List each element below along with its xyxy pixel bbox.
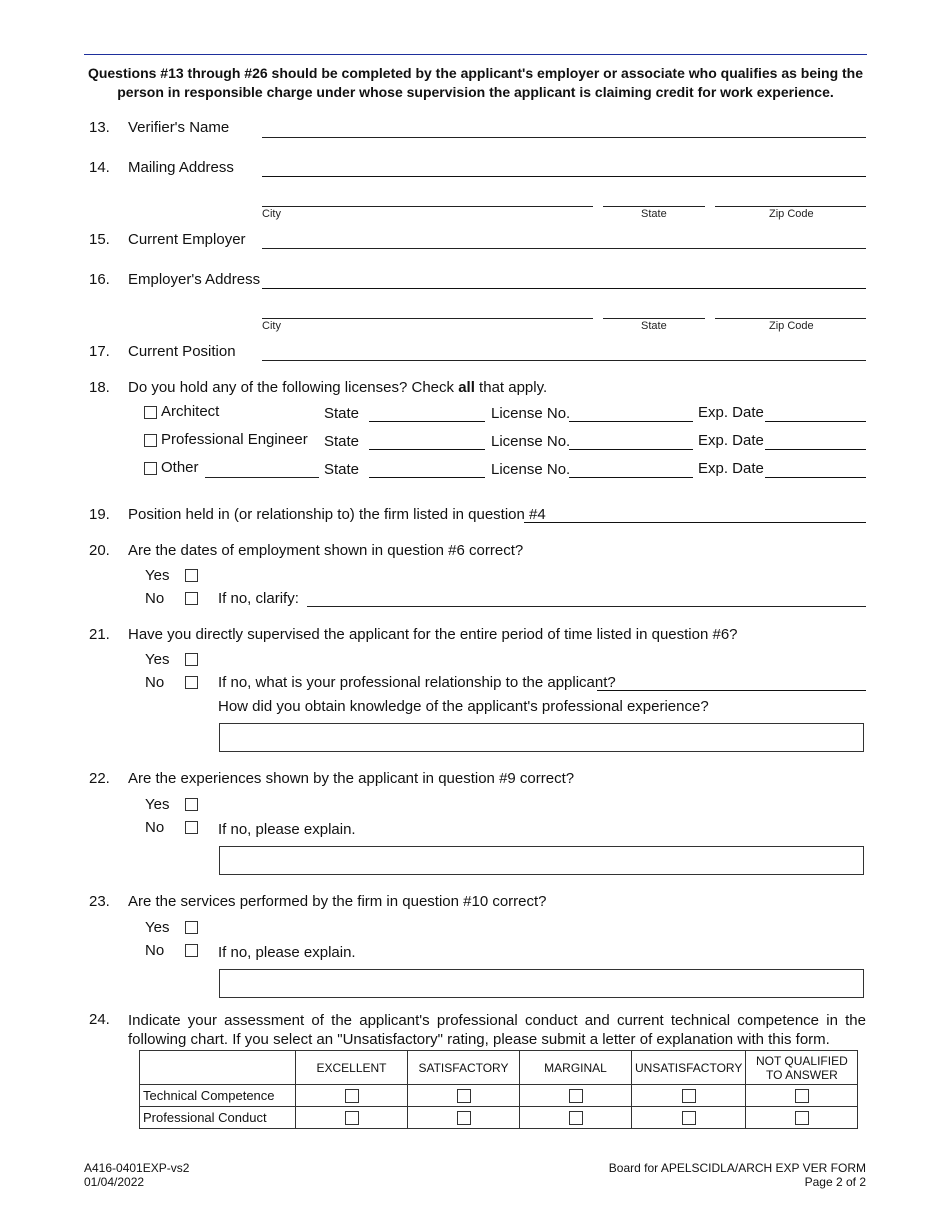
engineer-exp-field[interactable] [765,449,866,450]
engineer-state-field[interactable] [369,449,485,450]
conduct-not-qualified-checkbox[interactable] [795,1111,809,1125]
architect-exp-label: Exp. Date [698,404,764,421]
q21-no-checkbox[interactable] [185,676,198,689]
q22-yes-label: Yes [145,796,170,813]
q15-number: 15. [89,231,110,248]
q18-number: 18. [89,379,110,396]
technical-excellent-checkbox[interactable] [345,1089,359,1103]
q22-number: 22. [89,770,110,787]
q14-label: Mailing Address [128,159,234,176]
employer-zip-field[interactable] [715,318,866,319]
q13-label: Verifier's Name [128,119,230,136]
q23-number: 23. [89,893,110,910]
q17-label: Current Position [128,343,236,360]
employer-state-caption: State [641,320,667,332]
q16-label: Employer's Address [128,271,261,288]
q21-knowledge-label: How did you obtain knowledge of the applicant's professional experience? [218,698,709,715]
top-rule [84,54,867,55]
other-checkbox[interactable] [144,462,157,475]
mailing-zip-field[interactable] [715,206,866,207]
q21-number: 21. [89,626,110,643]
architect-license-field[interactable] [569,421,693,422]
page-number: Page 2 of 2 [804,1175,866,1189]
other-license-field[interactable] [569,477,693,478]
q22-no-checkbox[interactable] [185,821,198,834]
employer-state-field[interactable] [603,318,705,319]
employer-city-field[interactable] [262,318,593,319]
col-marginal: MARGINAL [520,1051,632,1085]
q20-yes-label: Yes [145,567,170,584]
q22-explain-label: If no, please explain. [218,821,356,838]
form-code: A416-0401EXP-vs2 [84,1161,190,1175]
conduct-excellent-checkbox[interactable] [345,1111,359,1125]
footer-left [84,1161,189,1189]
q24-question: Indicate your assessment of the applicant's professional conduct and current technical competence in the following chart. If you select an "Unsatisfactory" rating, please submit a letter of explanation with this form. [128,1012,866,1048]
engineer-state-label: State [324,433,360,450]
q21-no-label: No [145,674,165,691]
mailing-city-field[interactable] [262,206,593,207]
conduct-unsatisfactory-checkbox[interactable] [682,1111,696,1125]
technical-unsatisfactory-checkbox[interactable] [682,1089,696,1103]
architect-state-field[interactable] [369,421,485,422]
architect-exp-field[interactable] [765,421,866,422]
other-specify-field[interactable] [205,477,319,478]
other-license-label: License No. [491,461,571,478]
other-state-field[interactable] [369,477,485,478]
q23-no-label: No [145,942,165,959]
engineer-checkbox[interactable] [144,434,157,447]
q20-number: 20. [89,542,110,559]
q19-number: 19. [89,506,110,523]
row-professional-conduct: Professional Conduct [140,1107,296,1129]
conduct-marginal-checkbox[interactable] [569,1111,583,1125]
engineer-license-field[interactable] [569,449,693,450]
instructions-heading: Questions #13 through #26 should be completed by the applicant's employer or associate who qualifies as being the person in responsible charge under whose supervision the applicant is claiming credit for work experience. [87,65,864,100]
q20-yes-checkbox[interactable] [185,569,198,582]
q15-label: Current Employer [128,231,246,248]
mailing-city-caption: City [262,208,281,220]
q21-relationship-label: If no, what is your professional relationship to the applicant? [218,674,616,691]
employer-address-field[interactable] [262,288,866,289]
other-label: Other [161,459,199,476]
q24-number: 24. [89,1011,110,1028]
position-held-field[interactable] [524,522,866,523]
q22-question: Are the experiences shown by the applicant in question #9 correct? [128,770,575,787]
q20-no-label: No [145,590,165,607]
q23-yes-label: Yes [145,919,170,936]
table-row [140,1107,858,1129]
q21-knowledge-textbox[interactable] [219,723,864,752]
q22-explain-textbox[interactable] [219,846,864,875]
assessment-table [139,1050,858,1129]
assessment-header-row [140,1051,858,1085]
q23-explain-label: If no, please explain. [218,944,356,961]
other-exp-field[interactable] [765,477,866,478]
board-title: Board for APELSCIDLA/ARCH EXP VER FORM [608,1161,866,1175]
q21-yes-label: Yes [145,651,170,668]
employer-zip-caption: Zip Code [769,320,814,332]
architect-state-label: State [324,405,360,422]
q20-clarify-label: If no, clarify: [218,590,299,607]
q20-clarify-field[interactable] [307,606,866,607]
technical-marginal-checkbox[interactable] [569,1089,583,1103]
q21-relationship-field[interactable] [597,690,866,691]
mailing-state-caption: State [641,208,667,220]
mailing-address-field[interactable] [262,176,866,177]
other-state-label: State [324,461,360,478]
q23-question: Are the services performed by the firm in question #10 correct? [128,893,547,910]
mailing-zip-caption: Zip Code [769,208,814,220]
engineer-license-label: License No. [491,433,571,450]
current-position-field[interactable] [262,360,866,361]
engineer-exp-label: Exp. Date [698,432,764,449]
form-date: 01/04/2022 [84,1175,145,1189]
architect-label: Architect [161,403,220,420]
engineer-label: Professional Engineer [161,431,308,448]
col-excellent: EXCELLENT [296,1051,408,1085]
footer-right [609,1161,866,1189]
other-exp-label: Exp. Date [698,460,764,477]
conduct-satisfactory-checkbox[interactable] [457,1111,471,1125]
technical-satisfactory-checkbox[interactable] [457,1089,471,1103]
q23-yes-checkbox[interactable] [185,921,198,934]
q19-question: Position held in (or relationship to) the firm listed in question #4 [128,506,546,523]
verifier-name-field[interactable] [262,137,866,138]
q23-no-checkbox[interactable] [185,944,198,957]
q21-yes-checkbox[interactable] [185,653,198,666]
q22-no-label: No [145,819,165,836]
q21-question: Have you directly supervised the applicant for the entire period of time listed in question #6? [128,626,738,643]
q16-number: 16. [89,271,110,288]
employer-city-caption: City [262,320,281,332]
architect-license-label: License No. [491,405,571,422]
q20-no-checkbox[interactable] [185,592,198,605]
q13-number: 13. [89,119,110,136]
col-satisfactory: SATISFACTORY [408,1051,520,1085]
q17-number: 17. [89,343,110,360]
table-row [140,1085,858,1107]
col-unsatisfactory: UNSATISFACTORY [632,1051,746,1085]
col-not-qualified: NOT QUALIFIED TO ANSWER [746,1051,858,1085]
q14-number: 14. [89,159,110,176]
q23-explain-textbox[interactable] [219,969,864,998]
q22-yes-checkbox[interactable] [185,798,198,811]
q20-question: Are the dates of employment shown in question #6 correct? [128,542,524,559]
current-employer-field[interactable] [262,248,866,249]
q18-question: Do you hold any of the following licenses? Check all that apply. [128,379,548,396]
assessment-corner-cell [140,1051,296,1085]
architect-checkbox[interactable] [144,406,157,419]
technical-not-qualified-checkbox[interactable] [795,1089,809,1103]
row-technical-competence: Technical Competence [140,1085,296,1107]
mailing-state-field[interactable] [603,206,705,207]
